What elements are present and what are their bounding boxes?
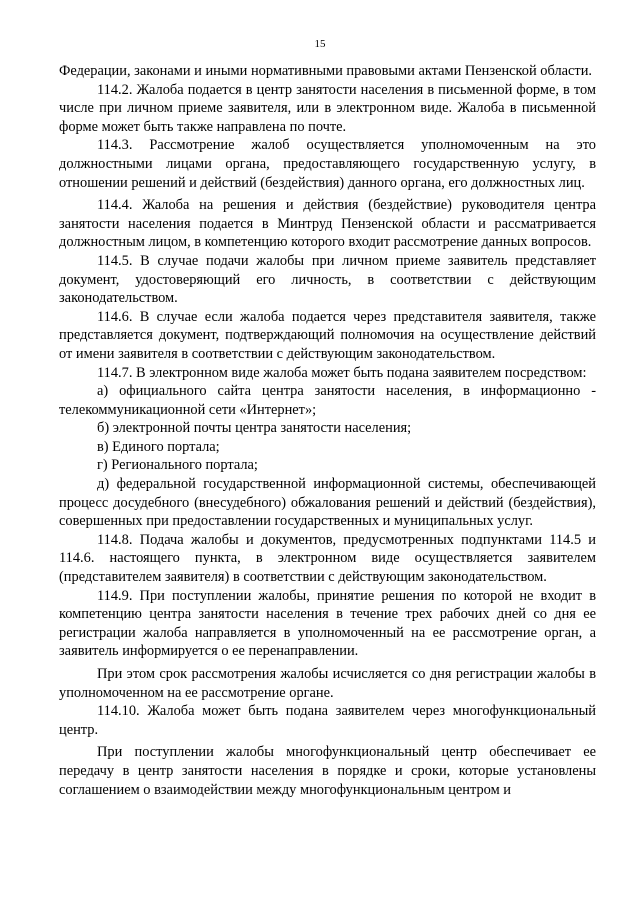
page-number: 15 <box>314 38 326 50</box>
list-item-a: а) официального сайта центра занятости населения, в информационно - телекоммуникационной сети «Интернет»; <box>59 383 596 418</box>
paragraph-114-10: 114.10. Жалоба может быть подана заявителем через многофункциональный центр. <box>59 703 596 738</box>
paragraph-continuation: Федерации, законами и иными нормативными правовыми актами Пензенской области. <box>59 63 592 79</box>
list-item-d: д) федеральной государственной информационной системы, обеспечивающей процесс досудебного (внесудебного) обжалования решений и действий (бездействия), совершенных при предоставлении государственных и муниципальных услуг. <box>59 476 596 530</box>
list-item-b: б) электронной почты центра занятости населения; <box>97 420 412 437</box>
paragraph-review-term: При этом срок рассмотрения жалобы исчисляется со дня регистрации жалобы в уполномоченном на ее рассмотрение органе. <box>59 666 596 701</box>
paragraph-114-8: 114.8. Подача жалобы и документов, предусмотренных подпунктами 114.5 и 114.6. настоящего пункта, в электронном виде осуществляется заявителем (представителем заявителя) в соответствии с действующим законодательством. <box>59 531 596 586</box>
paragraph-114-2: 114.2. Жалоба подается в центр занятости населения в письменной форме, в том числе при личном приеме заявителя, или в электронном виде. Жалоба в письменной форме может быть также направлена по почте. <box>59 81 596 135</box>
paragraph-114-5: 114.5. В случае подачи жалобы при личном приеме заявитель представляет документ, удостоверяющий его личность, в соответствии с действующим законодательством. <box>59 252 596 307</box>
paragraph-114-9: 114.9. При поступлении жалобы, принятие решения по которой не входит в компетенцию центра занятости населения в течение трех рабочих дней со дня ее регистрации жалоба направляется в уполномоченный на ее рассмотрение орган, а заявитель информируется о ее перенаправлении. <box>59 587 596 660</box>
list-item-v: в) Единого портала; <box>97 438 220 455</box>
paragraph-114-7: 114.7. В электронном виде жалоба может быть подана заявителем посредством: <box>97 364 587 381</box>
paragraph-114-6: 114.6. В случае если жалоба подается через представителя заявителя, также представляется документ, подтверждающий полномочия на осуществление действий от имени заявителя в соответствии с действующим законодательством. <box>59 308 596 362</box>
document-body <box>59 62 596 799</box>
paragraph-114-3: 114.3. Рассмотрение жалоб осуществляется уполномоченным на это должностными лицами органа, предоставляющего государственную услугу, в отношении решений и действий (бездействия) данного органа, его должностных лиц. <box>59 137 596 191</box>
list-item-g: г) Регионального портала; <box>97 457 258 474</box>
paragraph-mfc-transfer: При поступлении жалобы многофункциональный центр обеспечивает ее передачу в центр занятости населения в порядке и сроки, которые установлены соглашением о взаимодействии между многофункциональным центром и <box>59 744 596 798</box>
paragraph-114-4: 114.4. Жалоба на решения и действия (бездействие) руководителя центра занятости населения подается в Минтруд Пензенской области и рассматривается должностным лицом, в компетенцию которого входит рассмотрение данных вопросов. <box>59 197 596 251</box>
